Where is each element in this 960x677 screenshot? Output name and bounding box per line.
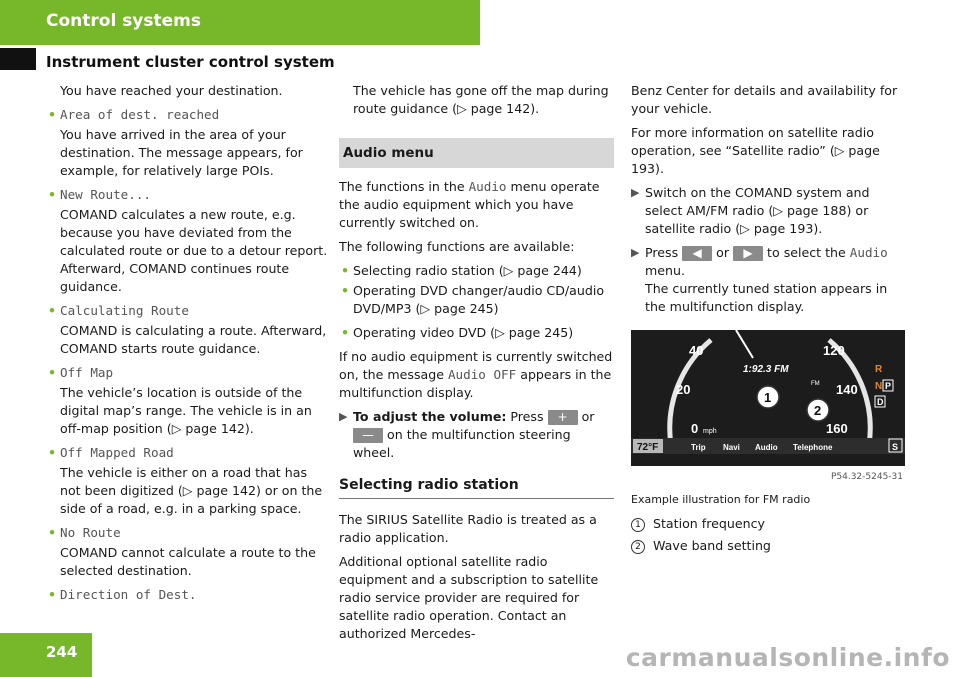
message-desc: You have arrived in the area of your destination. The message appears, for example, for relatively large POIs. bbox=[60, 127, 303, 178]
continued-text: Benz Center for details and availability for your vehicle. bbox=[631, 83, 898, 116]
radio-station-heading: Selecting radio station bbox=[339, 476, 614, 499]
text-run: menu operate the audio equipment which you have currently switched on. bbox=[339, 179, 600, 230]
gear-n: N bbox=[875, 381, 883, 392]
band-readout: FM bbox=[811, 381, 820, 387]
speed-0: 0 bbox=[691, 421, 699, 436]
speed-140: 140 bbox=[836, 382, 858, 397]
bullet-icon: • bbox=[48, 107, 57, 122]
message-code: Direction of Dest. bbox=[60, 587, 197, 602]
message-code: New Route... bbox=[60, 187, 151, 202]
message-code: Off Mapped Road bbox=[60, 445, 174, 460]
gear-r: R bbox=[875, 364, 883, 375]
message-desc: COMAND is calculating a route. Afterward, COMAND starts route guidance. bbox=[60, 323, 327, 356]
more-info-text: For more information on satellite radio operation, see “Satellite radio” (▷ page 193). bbox=[631, 125, 880, 176]
message-desc: The vehicle’s location is outside of the digital map’s range. The vehicle is in an off-map position (▷ page 142). bbox=[60, 385, 312, 436]
minus-button-icon: — bbox=[353, 428, 383, 443]
bullet-icon: • bbox=[48, 303, 57, 318]
message-code: Off Map bbox=[60, 365, 114, 380]
message-desc: The vehicle is either on a road that has not been digitized (▷ page 142) or on the side of a road, e.g. in a parking space. bbox=[60, 465, 323, 516]
menu-trip: Trip bbox=[691, 443, 706, 452]
function-item bbox=[339, 282, 614, 318]
column-1 bbox=[46, 82, 328, 606]
frequency-readout: 1:92.3 FM bbox=[743, 364, 789, 375]
s-indicator: S bbox=[892, 442, 899, 452]
legend-text: Wave band setting bbox=[653, 538, 771, 553]
text-run: The functions in the bbox=[339, 179, 469, 194]
mph-label: mph bbox=[703, 428, 717, 435]
message-item bbox=[46, 186, 328, 204]
bullet-icon: • bbox=[341, 325, 350, 340]
bullet-icon: • bbox=[48, 445, 57, 460]
message-code: Calculating Route bbox=[60, 303, 189, 318]
legend-number: 1 bbox=[631, 518, 645, 532]
section-marker bbox=[0, 48, 36, 70]
speed-20: 20 bbox=[676, 382, 691, 397]
message-item bbox=[46, 586, 328, 604]
instrument-cluster-illustration bbox=[631, 330, 905, 466]
arrow-right-icon: ▶ bbox=[631, 246, 640, 259]
text-run: If no audio equipment is currently switched on, the message bbox=[339, 349, 613, 382]
column-2 bbox=[339, 82, 614, 649]
code-text: Audio bbox=[468, 179, 507, 194]
arrow-right-icon: ▶ bbox=[339, 410, 348, 423]
volume-instruction bbox=[339, 408, 614, 462]
function-text: Operating DVD changer/audio CD/audio DVD/MP3 (▷ page 245) bbox=[353, 283, 605, 316]
message-item bbox=[46, 106, 328, 124]
available-text: The following functions are available: bbox=[339, 239, 575, 254]
watermark: carmanualsonline.info bbox=[625, 643, 950, 672]
text-run: Press bbox=[645, 245, 683, 260]
right-button-icon: ▶ bbox=[733, 246, 763, 261]
speed-40: 40 bbox=[689, 343, 704, 358]
text-run: or bbox=[712, 245, 734, 260]
no-audio-text bbox=[339, 348, 614, 402]
bullet-icon: • bbox=[48, 525, 57, 540]
gear-p: P bbox=[885, 381, 892, 391]
message-desc: COMAND calculates a new route, e.g. because you have deviated from the calculated route or due to a detour report. Afterward, COMAND continues route guidance. bbox=[60, 207, 328, 294]
chapter-header bbox=[0, 0, 480, 45]
text-run: The currently tuned station appears in the multifunction display. bbox=[645, 281, 888, 314]
figure-code: P54.32-5245-31 bbox=[830, 472, 903, 482]
text-run: appears in the multifunction display. bbox=[339, 367, 612, 400]
message-item bbox=[46, 524, 328, 542]
speed-120: 120 bbox=[823, 343, 845, 358]
message-item bbox=[46, 302, 328, 320]
legend-number: 2 bbox=[631, 540, 645, 554]
text-run: on the multifunction steering wheel. bbox=[353, 427, 571, 460]
step-instruction bbox=[631, 184, 909, 238]
marker-2: 2 bbox=[814, 403, 822, 418]
text-run: or bbox=[577, 409, 595, 424]
message-code: Area of dest. reached bbox=[60, 107, 220, 122]
radio-text-1: The SIRIUS Satellite Radio is treated as a radio application. bbox=[339, 512, 597, 545]
code-text: Audio bbox=[849, 245, 888, 260]
step-text: Switch on the COMAND system and select AM/FM radio (▷ page 188) or satellite radio (▷ page 193). bbox=[645, 185, 870, 236]
left-button-icon: ◀ bbox=[682, 246, 712, 261]
page-number: 244 bbox=[0, 633, 92, 677]
bullet-icon: • bbox=[341, 263, 350, 278]
text-run: Press bbox=[506, 409, 548, 424]
continued-text: The vehicle has gone off the map during route guidance (▷ page 142). bbox=[353, 83, 609, 116]
message-code: No Route bbox=[60, 525, 121, 540]
bullet-icon: • bbox=[341, 283, 350, 298]
gear-d: D bbox=[877, 397, 884, 407]
text-run: to select the bbox=[763, 245, 850, 260]
figure-code-wrap bbox=[631, 466, 909, 482]
menu-telephone: Telephone bbox=[793, 443, 833, 452]
chapter-title: Control systems bbox=[46, 11, 202, 31]
step-instruction bbox=[631, 244, 909, 316]
instruction-label: To adjust the volume: bbox=[353, 409, 507, 424]
plus-button-icon: + bbox=[548, 410, 578, 425]
legend-item bbox=[631, 537, 909, 555]
code-text: Audio OFF bbox=[447, 367, 517, 382]
cluster-graphic bbox=[631, 330, 905, 466]
bullet-icon: • bbox=[48, 587, 57, 602]
section-title: Instrument cluster control system bbox=[46, 53, 335, 71]
menu-navi: Navi bbox=[723, 443, 740, 452]
temperature-readout: 72°F bbox=[637, 442, 659, 453]
audio-menu-heading: Audio menu bbox=[339, 138, 614, 168]
message-item bbox=[46, 444, 328, 462]
function-item bbox=[339, 262, 614, 280]
column-3 bbox=[631, 82, 909, 559]
radio-text-2: Additional optional satellite radio equipment and a subscription to satellite radio service provider are required for satellite radio operation. Contact an authorized Mercedes- bbox=[339, 554, 599, 641]
legend-item bbox=[631, 515, 909, 533]
menu-audio: Audio bbox=[755, 443, 778, 452]
arrow-right-icon: ▶ bbox=[631, 186, 640, 199]
speed-160: 160 bbox=[826, 421, 848, 436]
bullet-icon: • bbox=[48, 365, 57, 380]
intro-text: You have reached your destination. bbox=[60, 83, 283, 98]
legend-text: Station frequency bbox=[653, 516, 765, 531]
figure-caption: Example illustration for FM radio bbox=[631, 493, 811, 506]
text-run: menu. bbox=[645, 263, 685, 278]
audio-intro bbox=[339, 178, 614, 232]
message-desc: COMAND cannot calculate a route to the selected destination. bbox=[60, 545, 316, 578]
function-item bbox=[339, 324, 614, 342]
marker-1: 1 bbox=[764, 390, 772, 405]
message-item bbox=[46, 364, 328, 382]
function-text: Selecting radio station (▷ page 244) bbox=[353, 263, 582, 278]
function-text: Operating video DVD (▷ page 245) bbox=[353, 325, 574, 340]
bullet-icon: • bbox=[48, 187, 57, 202]
